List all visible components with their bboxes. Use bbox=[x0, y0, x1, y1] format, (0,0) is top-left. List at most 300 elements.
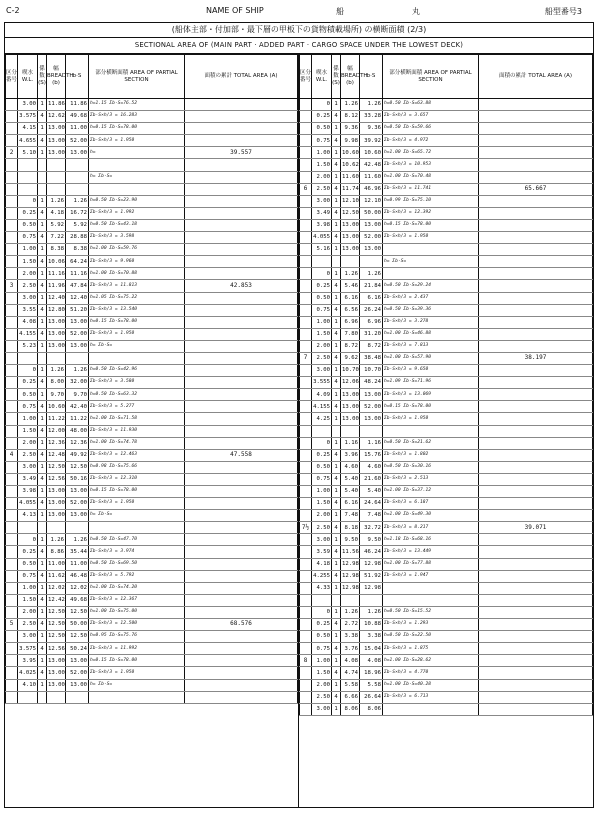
bs-cell: 13.00 bbox=[360, 244, 383, 256]
simpson-factor-cell: 4 bbox=[332, 232, 341, 244]
total-area-cell bbox=[185, 570, 298, 582]
table-row bbox=[300, 365, 593, 377]
total-area-cell bbox=[479, 401, 593, 413]
partial-area-cell: h=0.50 Σb·S=63.88 bbox=[383, 99, 479, 111]
table-row bbox=[6, 135, 298, 147]
section-number bbox=[6, 377, 18, 389]
table-row bbox=[300, 570, 593, 582]
waterline-cell: 4.33 bbox=[312, 582, 332, 594]
bs-cell: 52.00 bbox=[360, 401, 383, 413]
partial-area-cell: h= Σb·S= bbox=[89, 679, 185, 691]
waterline-cell bbox=[18, 183, 38, 195]
breadth-cell: 13.00 bbox=[47, 340, 66, 352]
breadth-cell: 5.92 bbox=[47, 219, 66, 231]
table-row bbox=[300, 159, 593, 171]
waterline-cell: 4.10 bbox=[18, 679, 38, 691]
table-row bbox=[300, 510, 593, 522]
bs-cell: 10.70 bbox=[360, 365, 383, 377]
section-number bbox=[6, 352, 18, 364]
section-number bbox=[300, 123, 312, 135]
table-row bbox=[300, 582, 593, 594]
partial-area-cell: Σb·S×h/3 = 1.947 bbox=[383, 570, 479, 582]
breadth-cell: 9.62 bbox=[341, 352, 360, 364]
table-row bbox=[6, 316, 298, 328]
bs-cell: 32.72 bbox=[360, 522, 383, 534]
total-area-cell bbox=[185, 232, 298, 244]
bs-cell: 52.00 bbox=[66, 328, 89, 340]
waterline-cell: 2.00 bbox=[18, 268, 38, 280]
simpson-factor-cell: 1 bbox=[332, 679, 341, 691]
bs-cell: 13.00 bbox=[360, 389, 383, 401]
partial-area-cell: Σb·S×h/3 = 1.950 bbox=[89, 667, 185, 679]
bs-cell: 49.68 bbox=[66, 594, 89, 606]
total-area-cell bbox=[479, 99, 593, 111]
sheet-subtitle: SECTIONAL AREA OF (MAIN PART · ADDED PART · CARGO SPACE UNDER THE LOWEST DECK) bbox=[5, 38, 593, 54]
breadth-cell: 13.00 bbox=[47, 135, 66, 147]
breadth-cell: 11.22 bbox=[47, 413, 66, 425]
simpson-factor-cell bbox=[38, 522, 47, 534]
section-number bbox=[300, 691, 312, 703]
simpson-factor-cell: 4 bbox=[332, 570, 341, 582]
left-table-panel bbox=[5, 54, 299, 807]
partial-area-cell: Σb·S×h/3 = 13.540 bbox=[89, 304, 185, 316]
breadth-cell: 13.00 bbox=[341, 232, 360, 244]
section-number bbox=[6, 522, 18, 534]
section-number bbox=[300, 667, 312, 679]
waterline-cell: 2.50 bbox=[18, 619, 38, 631]
waterline-cell: 4.25 bbox=[312, 413, 332, 425]
simpson-factor-cell: 4 bbox=[332, 643, 341, 655]
simpson-factor-cell: 4 bbox=[332, 522, 341, 534]
bs-cell: 18.96 bbox=[360, 667, 383, 679]
bs-cell: 42.40 bbox=[66, 401, 89, 413]
table-row bbox=[300, 655, 593, 667]
simpson-factor-cell: 4 bbox=[332, 473, 341, 485]
table-row bbox=[300, 123, 593, 135]
left-table bbox=[5, 54, 298, 704]
breadth-cell: 12.56 bbox=[47, 643, 66, 655]
waterline-cell: 3.575 bbox=[18, 111, 38, 123]
total-area-cell bbox=[479, 425, 593, 437]
simpson-factor-cell: 4 bbox=[38, 401, 47, 413]
col-header-partial: 部分横断面積 AREA OF PARTIAL SECTION bbox=[383, 55, 479, 99]
table-row bbox=[300, 498, 593, 510]
total-area-cell bbox=[185, 401, 298, 413]
table-row bbox=[6, 377, 298, 389]
breadth-cell: 13.00 bbox=[47, 147, 66, 159]
breadth-cell: 7.80 bbox=[341, 328, 360, 340]
col-header-section: 区分番号 bbox=[300, 55, 312, 99]
simpson-factor-cell: 1 bbox=[38, 292, 47, 304]
calculation-sheet bbox=[4, 22, 594, 808]
breadth-cell bbox=[341, 425, 360, 437]
section-number bbox=[6, 498, 18, 510]
simpson-factor-cell: 1 bbox=[332, 99, 341, 111]
bs-cell: 1.26 bbox=[66, 195, 89, 207]
simpson-factor-cell: 4 bbox=[332, 328, 341, 340]
waterline-cell: 3.00 bbox=[312, 195, 332, 207]
breadth-cell: 13.00 bbox=[47, 667, 66, 679]
partial-area-cell: Σb·S×h/3 = 12.392 bbox=[383, 207, 479, 219]
bs-cell: 9.36 bbox=[360, 123, 383, 135]
simpson-factor-cell bbox=[38, 183, 47, 195]
bs-cell: 11.00 bbox=[66, 558, 89, 570]
bs-cell: 51.20 bbox=[66, 304, 89, 316]
waterline-cell: 1.50 bbox=[312, 667, 332, 679]
table-row bbox=[6, 570, 298, 582]
right-table bbox=[299, 54, 593, 716]
table-row bbox=[300, 183, 593, 195]
bs-cell: 4.60 bbox=[360, 461, 383, 473]
total-area-cell bbox=[479, 389, 593, 401]
partial-area-cell: h=1.15 Σb·S=76.52 bbox=[89, 99, 185, 111]
table-row bbox=[300, 340, 593, 352]
simpson-factor-cell: 1 bbox=[38, 486, 47, 498]
total-area-cell bbox=[479, 232, 593, 244]
waterline-cell: 0.75 bbox=[18, 232, 38, 244]
table-row bbox=[6, 691, 298, 703]
partial-area-cell bbox=[89, 159, 185, 171]
partial-area-cell: Σb·S×h/3 = 16.283 bbox=[89, 111, 185, 123]
table-row bbox=[6, 207, 298, 219]
table-row bbox=[300, 594, 593, 606]
breadth-cell: 11.96 bbox=[47, 280, 66, 292]
simpson-factor-cell: 4 bbox=[332, 619, 341, 631]
simpson-factor-cell: 4 bbox=[38, 667, 47, 679]
bs-cell: 39.92 bbox=[360, 135, 383, 147]
breadth-cell: 12.50 bbox=[47, 619, 66, 631]
total-area-cell bbox=[185, 486, 298, 498]
bs-cell: 47.84 bbox=[66, 280, 89, 292]
partial-area-cell: Σb·S×h/3 = 1.950 bbox=[89, 328, 185, 340]
total-area-cell bbox=[185, 631, 298, 643]
table-row bbox=[6, 171, 298, 183]
total-area-cell bbox=[185, 498, 298, 510]
total-area-cell bbox=[185, 159, 298, 171]
section-number bbox=[300, 510, 312, 522]
bs-cell: 52.00 bbox=[66, 498, 89, 510]
section-number bbox=[6, 534, 18, 546]
partial-area-cell: Σb·S×h/3 = 11.741 bbox=[383, 183, 479, 195]
section-number bbox=[6, 546, 18, 558]
table-row bbox=[6, 425, 298, 437]
total-area-cell bbox=[185, 510, 298, 522]
partial-area-cell: h=0.99 Σb·S=75.10 bbox=[383, 195, 479, 207]
section-number bbox=[300, 316, 312, 328]
waterline-cell: 3.98 bbox=[18, 486, 38, 498]
breadth-cell: 13.00 bbox=[47, 498, 66, 510]
partial-area-cell: h=1.05 Σb·S=75.22 bbox=[89, 292, 185, 304]
breadth-cell: 3.38 bbox=[341, 631, 360, 643]
col-header-sf: 係数 (S) bbox=[332, 55, 341, 99]
simpson-factor-cell: 4 bbox=[332, 352, 341, 364]
section-number: 7½ bbox=[300, 522, 312, 534]
section-number bbox=[6, 135, 18, 147]
section-number: 4 bbox=[6, 449, 18, 461]
partial-area-cell: Σb·S×h/3 = 3.278 bbox=[383, 316, 479, 328]
section-number bbox=[300, 558, 312, 570]
section-number bbox=[6, 461, 18, 473]
waterline-cell: 0.50 bbox=[18, 389, 38, 401]
table-row bbox=[300, 352, 593, 364]
simpson-factor-cell: 1 bbox=[332, 486, 341, 498]
bs-cell: 13.00 bbox=[66, 486, 89, 498]
breadth-cell: 1.26 bbox=[341, 268, 360, 280]
simpson-factor-cell: 4 bbox=[38, 135, 47, 147]
partial-area-cell: h=1.00 Σb·S=70.48 bbox=[383, 171, 479, 183]
total-area-cell bbox=[479, 292, 593, 304]
section-number bbox=[6, 171, 18, 183]
section-number bbox=[300, 389, 312, 401]
section-number bbox=[6, 413, 18, 425]
total-area-cell bbox=[185, 582, 298, 594]
waterline-cell: 2.00 bbox=[312, 510, 332, 522]
simpson-factor-cell: 1 bbox=[38, 655, 47, 667]
partial-area-cell: h=0.15 Σb·S=78.00 bbox=[383, 401, 479, 413]
partial-area-cell: h=1.00 Σb·S=40.28 bbox=[383, 679, 479, 691]
simpson-factor-cell: 4 bbox=[332, 449, 341, 461]
simpson-factor-cell: 1 bbox=[332, 389, 341, 401]
partial-area-cell: h= Σb·S= bbox=[89, 340, 185, 352]
table-row bbox=[6, 280, 298, 292]
breadth-cell: 12.10 bbox=[341, 195, 360, 207]
waterline-cell: 2.00 bbox=[18, 606, 38, 618]
partial-area-cell: h=0.50 Σb·S=23.90 bbox=[89, 195, 185, 207]
partial-area-cell: Σb·S×h/3 = 2.437 bbox=[383, 292, 479, 304]
bs-cell: 46.24 bbox=[360, 546, 383, 558]
partial-area-cell: h=1.00 Σb·S=28.62 bbox=[383, 655, 479, 667]
bs-cell bbox=[360, 594, 383, 606]
partial-area-cell: Σb·S×h/3 = 1.992 bbox=[89, 207, 185, 219]
simpson-factor-cell bbox=[38, 171, 47, 183]
section-number bbox=[300, 570, 312, 582]
left-table-body bbox=[6, 99, 298, 704]
table-row bbox=[300, 135, 593, 147]
bs-cell: 1.26 bbox=[66, 365, 89, 377]
table-row bbox=[6, 111, 298, 123]
simpson-factor-cell: 4 bbox=[38, 570, 47, 582]
waterline-cell: 2.50 bbox=[312, 352, 332, 364]
breadth-cell: 11.62 bbox=[47, 570, 66, 582]
breadth-cell: 11.74 bbox=[341, 183, 360, 195]
breadth-cell: 2.72 bbox=[341, 619, 360, 631]
breadth-cell: 11.86 bbox=[47, 99, 66, 111]
waterline-cell: 0.75 bbox=[312, 304, 332, 316]
simpson-factor-cell: 4 bbox=[332, 546, 341, 558]
partial-area-cell: h=1.00 Σb·S=75.00 bbox=[89, 606, 185, 618]
simpson-factor-cell bbox=[332, 425, 341, 437]
partial-area-cell: Σb·S×h/3 = 13.069 bbox=[383, 389, 479, 401]
simpson-factor-cell: 1 bbox=[332, 437, 341, 449]
waterline-cell: 4.155 bbox=[18, 328, 38, 340]
total-area-cell bbox=[479, 619, 593, 631]
table-row bbox=[300, 219, 593, 231]
simpson-factor-cell: 1 bbox=[38, 147, 47, 159]
bs-cell: 50.00 bbox=[66, 619, 89, 631]
simpson-factor-cell: 4 bbox=[332, 159, 341, 171]
total-area-cell bbox=[479, 643, 593, 655]
section-number bbox=[300, 486, 312, 498]
section-number bbox=[6, 268, 18, 280]
waterline-cell: 3.00 bbox=[18, 292, 38, 304]
breadth-cell: 8.72 bbox=[341, 340, 360, 352]
bs-cell bbox=[66, 691, 89, 703]
partial-area-cell: Σb·S×h/3 = 10.953 bbox=[383, 159, 479, 171]
table-row bbox=[6, 195, 298, 207]
waterline-cell: 4.655 bbox=[18, 135, 38, 147]
breadth-cell: 1.26 bbox=[341, 606, 360, 618]
section-number bbox=[300, 606, 312, 618]
partial-area-cell: h=0.50 Σb·S=15.52 bbox=[383, 606, 479, 618]
breadth-cell: 13.00 bbox=[47, 123, 66, 135]
partial-area-cell: h=0.98 Σb·S=75.66 bbox=[89, 461, 185, 473]
waterline-cell: 4.15 bbox=[18, 123, 38, 135]
bs-cell: 12.50 bbox=[66, 631, 89, 643]
section-number bbox=[6, 292, 18, 304]
partial-area-cell: Σb·S×h/3 = 5.792 bbox=[89, 570, 185, 582]
total-area-cell bbox=[479, 582, 593, 594]
breadth-cell: 13.00 bbox=[341, 401, 360, 413]
simpson-factor-cell: 4 bbox=[38, 207, 47, 219]
waterline-cell: 0.50 bbox=[312, 461, 332, 473]
partial-area-cell: Σb·S×h/3 = 12.310 bbox=[89, 473, 185, 485]
waterline-cell: 1.00 bbox=[18, 582, 38, 594]
section-number bbox=[6, 437, 18, 449]
waterline-cell: 0 bbox=[18, 195, 38, 207]
simpson-factor-cell: 4 bbox=[38, 232, 47, 244]
table-row bbox=[6, 413, 298, 425]
simpson-factor-cell: 1 bbox=[38, 437, 47, 449]
partial-area-cell: h=1.00 Σb·S=70.88 bbox=[89, 268, 185, 280]
total-area-cell bbox=[185, 316, 298, 328]
breadth-cell bbox=[47, 159, 66, 171]
col-header-breadth: 幅 BREADTH (b) bbox=[341, 55, 360, 99]
waterline-cell: 1.50 bbox=[312, 328, 332, 340]
col-header-total: 面積の累計 TOTAL AREA (A) bbox=[479, 55, 593, 99]
simpson-factor-cell: 4 bbox=[38, 304, 47, 316]
breadth-cell: 4.08 bbox=[341, 655, 360, 667]
total-area-cell bbox=[185, 606, 298, 618]
partial-area-cell: Σb·S×h/3 = 5.277 bbox=[89, 401, 185, 413]
partial-area-cell: h= Σb·S= bbox=[89, 510, 185, 522]
total-area-cell bbox=[479, 437, 593, 449]
partial-area-cell: h=0.15 Σb·S=78.00 bbox=[89, 486, 185, 498]
waterline-cell bbox=[18, 691, 38, 703]
page-number: C-2 bbox=[6, 6, 20, 15]
partial-area-cell: h=0.50 Σb·S=69.50 bbox=[89, 558, 185, 570]
simpson-factor-cell: 4 bbox=[38, 498, 47, 510]
partial-area-cell bbox=[383, 244, 479, 256]
total-area-cell bbox=[185, 123, 298, 135]
waterline-cell: 3.55 bbox=[18, 304, 38, 316]
bs-cell: 49.92 bbox=[66, 449, 89, 461]
breadth-cell: 3.96 bbox=[341, 449, 360, 461]
breadth-cell: 10.60 bbox=[47, 401, 66, 413]
breadth-cell: 12.50 bbox=[341, 207, 360, 219]
breadth-cell: 1.26 bbox=[47, 365, 66, 377]
total-area-cell bbox=[479, 207, 593, 219]
waterline-cell: 5.10 bbox=[18, 147, 38, 159]
partial-area-cell: h=1.00 Σb·S=77.88 bbox=[383, 558, 479, 570]
bs-cell: 1.16 bbox=[360, 437, 383, 449]
table-row bbox=[300, 558, 593, 570]
section-number bbox=[300, 268, 312, 280]
breadth-cell: 4.18 bbox=[47, 207, 66, 219]
waterline-cell bbox=[18, 522, 38, 534]
partial-area-cell: Σb·S×h/3 = 12.500 bbox=[89, 619, 185, 631]
section-number: 3 bbox=[6, 280, 18, 292]
bs-cell: 52.00 bbox=[66, 135, 89, 147]
section-number bbox=[300, 292, 312, 304]
bs-cell: 10.88 bbox=[360, 619, 383, 631]
section-number bbox=[300, 147, 312, 159]
simpson-factor-cell: 1 bbox=[332, 631, 341, 643]
total-area-cell bbox=[185, 256, 298, 268]
table-row bbox=[300, 619, 593, 631]
total-area-cell bbox=[185, 244, 298, 256]
breadth-cell: 5.40 bbox=[341, 486, 360, 498]
total-area-cell bbox=[479, 280, 593, 292]
waterline-cell: 3.95 bbox=[18, 655, 38, 667]
bs-cell: 12.98 bbox=[360, 558, 383, 570]
simpson-factor-cell: 1 bbox=[332, 413, 341, 425]
simpson-factor-cell: 1 bbox=[38, 389, 47, 401]
simpson-factor-cell: 1 bbox=[38, 244, 47, 256]
simpson-factor-cell: 1 bbox=[332, 316, 341, 328]
col-header-sf: 係数 (S) bbox=[38, 55, 47, 99]
simpson-factor-cell: 1 bbox=[38, 365, 47, 377]
simpson-factor-cell: 4 bbox=[38, 328, 47, 340]
partial-area-cell: Σb·S×h/3 = 6.713 bbox=[383, 691, 479, 703]
total-area-cell: 39.557 bbox=[185, 147, 298, 159]
total-area-cell: 65.667 bbox=[479, 183, 593, 195]
simpson-factor-cell: 1 bbox=[38, 195, 47, 207]
simpson-factor-cell: 1 bbox=[332, 244, 341, 256]
table-row bbox=[300, 473, 593, 485]
total-area-cell bbox=[185, 377, 298, 389]
table-row bbox=[300, 207, 593, 219]
section-number bbox=[6, 389, 18, 401]
breadth-cell: 13.00 bbox=[47, 655, 66, 667]
section-number bbox=[300, 643, 312, 655]
bs-cell: 4.08 bbox=[360, 655, 383, 667]
breadth-cell: 6.16 bbox=[341, 292, 360, 304]
breadth-cell: 8.12 bbox=[341, 111, 360, 123]
table-row bbox=[300, 606, 593, 618]
bs-cell: 24.64 bbox=[360, 498, 383, 510]
bs-cell: 9.70 bbox=[66, 389, 89, 401]
simpson-factor-cell: 1 bbox=[332, 292, 341, 304]
total-area-cell bbox=[185, 219, 298, 231]
simpson-factor-cell: 1 bbox=[332, 195, 341, 207]
breadth-cell: 13.00 bbox=[47, 679, 66, 691]
col-header-wl: 喫水 W.L. bbox=[18, 55, 38, 99]
partial-area-cell: h= Σb·S= bbox=[89, 171, 185, 183]
simpson-factor-cell: 1 bbox=[332, 340, 341, 352]
table-row bbox=[300, 244, 593, 256]
bs-cell: 3.38 bbox=[360, 631, 383, 643]
bs-cell: 16.72 bbox=[66, 207, 89, 219]
waterline-cell: 3.00 bbox=[312, 534, 332, 546]
simpson-factor-cell: 1 bbox=[38, 606, 47, 618]
section-number bbox=[300, 99, 312, 111]
total-area-cell bbox=[479, 606, 593, 618]
total-area-cell bbox=[185, 183, 298, 195]
bs-cell: 13.00 bbox=[360, 219, 383, 231]
breadth-cell: 12.06 bbox=[341, 377, 360, 389]
table-row bbox=[300, 328, 593, 340]
waterline-cell: 3.59 bbox=[312, 546, 332, 558]
